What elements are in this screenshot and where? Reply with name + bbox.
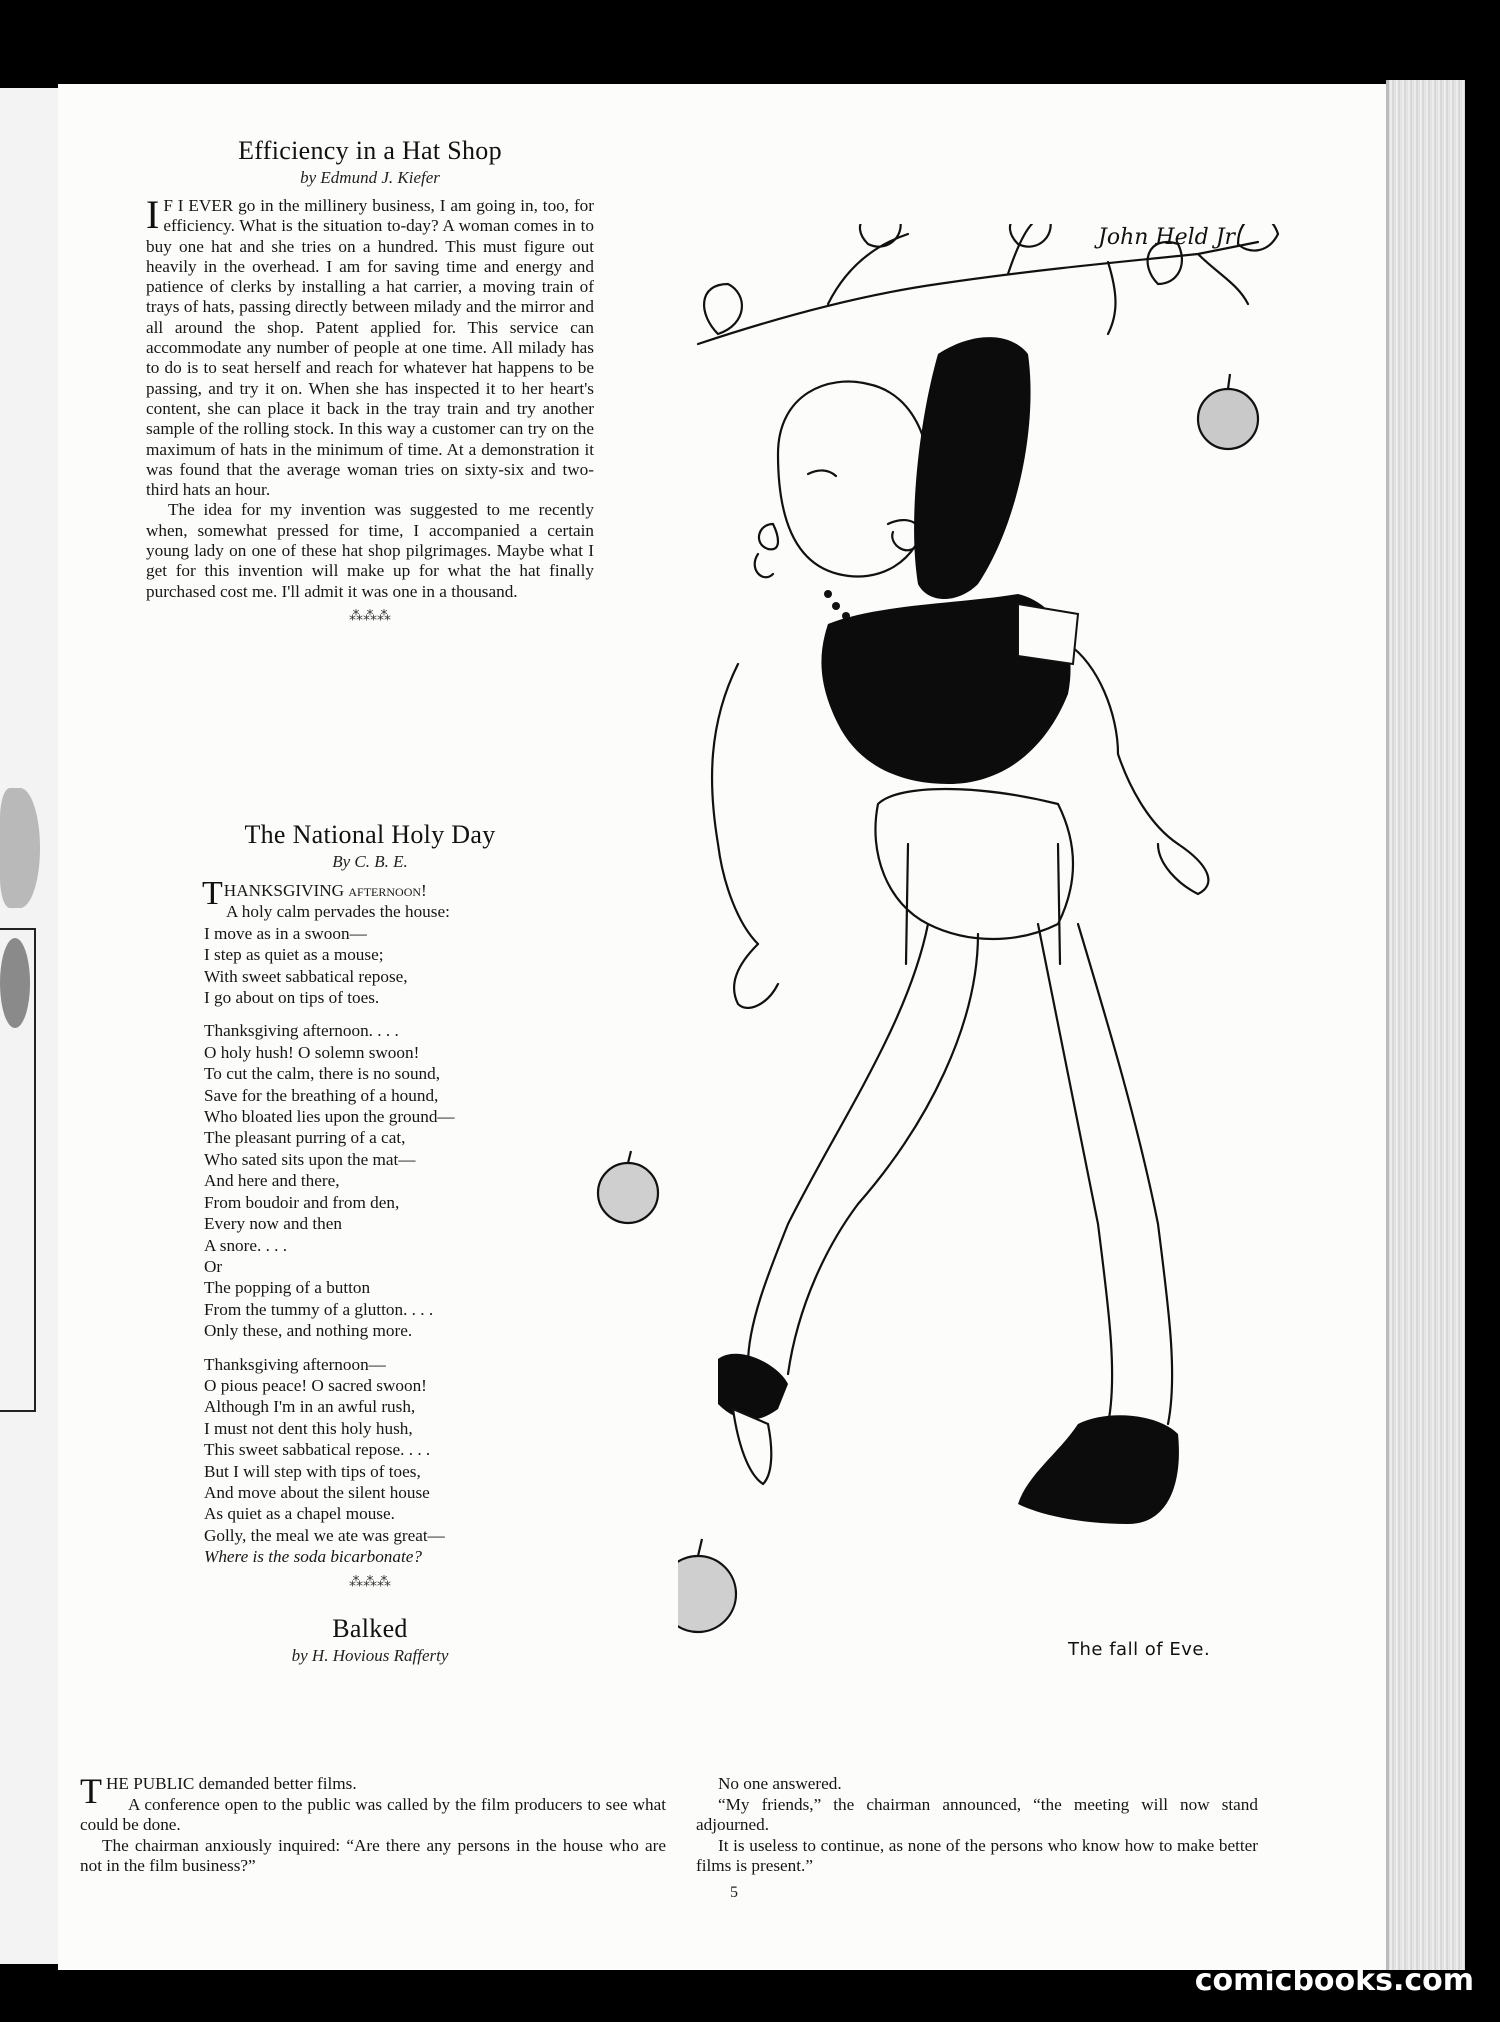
facing-page-frame <box>0 928 36 1412</box>
poem-stanza <box>202 875 594 1008</box>
poem-line: I must not dent this holy hush, <box>204 1418 413 1438</box>
facing-page-edge <box>0 88 64 1964</box>
article-body <box>146 192 594 602</box>
apple-on-ground <box>678 1556 736 1632</box>
leaf <box>1238 224 1278 251</box>
paragraph: No one answered. <box>718 1774 842 1793</box>
paragraph-text: go in the millinery business, I am going in, too, for efficiency. What is the situation to-day? A woman comes in to buy one hat and she tries on a hundred. This must figure out heavily in the overhead. I am for saving time and energy and patience of clerks by installing a hat carrier, a moving train of trays of hats, passing directly between milady and the mirror and all around the shop. Patent applied for. This service can accommodate any number of people at one time. All milady has to do is to seat herself and reach for whatever hat happens to be passing, and try it on. When she has inspected it to her heart's content, she can place it back in the tray train and try another sample of the rolling stock. In this way a customer can try on the maximum of hats in the minimum of time. At a demonstration it was found that the average woman tries on sixty-six and two-third hats an hour. <box>146 196 594 500</box>
poem-line: The pleasant purring of a cat, <box>204 1128 406 1148</box>
artist-signature: John Held Jr <box>1098 225 1236 250</box>
branch <box>698 242 1258 344</box>
illustration-caption: The fall of Eve. <box>1068 1639 1211 1660</box>
poem-stanza <box>204 1020 594 1341</box>
fall-of-eve-illustration <box>678 224 1308 1664</box>
poem-line: The popping of a button <box>204 1278 371 1298</box>
paragraph-text: demanded better films. <box>194 1774 357 1793</box>
poem-line: To cut the calm, there is no sound, <box>204 1064 441 1084</box>
article-title: The National Holy Day <box>244 820 496 849</box>
paragraph: The chairman anxiously inquired: “Are there any persons in the house who are not in the film business?” <box>80 1835 666 1875</box>
book-page-edges <box>1386 80 1465 1970</box>
poem-line: Thanksgiving afternoon. . . . <box>204 1021 399 1041</box>
article-byline: By C. B. E. <box>332 852 408 871</box>
article-balked-left-column <box>80 1771 666 1877</box>
poem-line: And move about the silent house <box>204 1482 430 1502</box>
lead-in: HE PUBLIC <box>106 1774 195 1793</box>
paragraph: It is useless to continue, as none of the persons who know how to make better films is present.” <box>696 1835 1258 1875</box>
right-shoe <box>1018 1415 1179 1524</box>
drop-cap: T <box>202 875 223 912</box>
right-arm <box>1068 644 1178 844</box>
magazine-page <box>58 84 1386 1970</box>
lead-in: F I EVER <box>163 196 234 215</box>
paragraph <box>80 1771 666 1811</box>
page-number: 5 <box>730 1884 738 1901</box>
poem-line: This sweet sabbatical repose. . . . <box>204 1440 431 1460</box>
poem-stanza <box>204 1354 594 1568</box>
poem-line: But I will step with tips of toes, <box>204 1461 421 1481</box>
drop-cap: T <box>80 1771 102 1811</box>
poem-line: I move as in a swoon— <box>204 923 367 943</box>
poem-line: Although I'm in an awful rush, <box>204 1397 416 1417</box>
poem-line: Or <box>204 1256 223 1276</box>
apple-on-branch <box>1198 389 1258 449</box>
article-byline: by Edmund J. Kiefer <box>300 168 440 187</box>
article-efficiency <box>146 136 594 631</box>
poem-line: Who bloated lies upon the ground— <box>204 1107 455 1127</box>
leaf <box>860 224 901 247</box>
poem-line: HANKSGIVING afternoon! <box>223 881 427 900</box>
paragraph <box>146 192 594 500</box>
poem-line: O holy hush! O solemn swoon! <box>204 1042 420 1062</box>
poem-line: A snore. . . . <box>204 1235 288 1255</box>
bloomers <box>875 789 1073 939</box>
poem-line: From boudoir and from den, <box>204 1192 400 1212</box>
poem-line: A holy calm pervades the house: <box>226 902 450 922</box>
poem-body <box>146 875 594 1568</box>
leaf <box>704 284 742 334</box>
head <box>778 382 931 577</box>
drop-cap: I <box>146 192 160 237</box>
poem-line: From the tummy of a glutton. . . . <box>204 1299 434 1319</box>
apple-icon <box>588 1149 668 1229</box>
article-title: Efficiency in a Hat Shop <box>238 136 502 165</box>
site-watermark: comicbooks.com <box>1194 1963 1474 1998</box>
poem-line: Only these, and nothing more. <box>204 1321 413 1341</box>
article-balked-right-column <box>696 1774 1258 1877</box>
poem-line: Save for the breathing of a hound, <box>204 1085 439 1105</box>
poem-line: Who sated sits upon the mat— <box>204 1149 416 1169</box>
poem-line: With sweet sabbatical repose, <box>204 966 408 986</box>
article-title: Balked <box>332 1614 408 1643</box>
white-cuff <box>1018 604 1078 664</box>
poem-line: And here and there, <box>204 1171 340 1191</box>
poem-line: Golly, the meal we ate was great— <box>204 1525 445 1545</box>
poem-line: I step as quiet as a mouse; <box>204 945 384 965</box>
poem-line: As quiet as a chapel mouse. <box>204 1504 395 1524</box>
left-shoe <box>718 1354 788 1420</box>
article-national-holy-day <box>146 820 594 1597</box>
poem-line: Where is the soda bicarbonate? <box>204 1547 422 1567</box>
article-balked-heading <box>146 1614 594 1674</box>
section-ornament: ⁂⁂⁂ <box>349 1574 391 1590</box>
poem-line: I go about on tips of toes. <box>204 988 380 1008</box>
left-heel <box>733 1409 771 1484</box>
paragraph: “My friends,” the chairman announced, “the meeting will now stand adjourned. <box>696 1794 1258 1834</box>
poem-line: Every now and then <box>204 1214 342 1234</box>
left-arm <box>712 664 758 944</box>
hat-bag <box>914 337 1030 599</box>
poem-line: Thanksgiving afternoon— <box>204 1354 386 1374</box>
poem-line: O pious peace! O sacred swoon! <box>204 1375 427 1395</box>
article-byline: by H. Hovious Rafferty <box>291 1646 449 1665</box>
section-ornament: ⁂⁂⁂ <box>349 608 391 624</box>
facing-page-smudge <box>0 788 40 908</box>
paragraph: A conference open to the public was called by the film producers to see what could be done. <box>80 1794 666 1834</box>
paragraph: The idea for my invention was suggested to me recently when, somewhat pressed for time, I accompanied a certain young lady on one of these hat shop pilgrimages. Maybe what I get for this invention will make up for what the hat finally purchased cost me. I'll admit it was one in a thousand. <box>146 500 594 601</box>
